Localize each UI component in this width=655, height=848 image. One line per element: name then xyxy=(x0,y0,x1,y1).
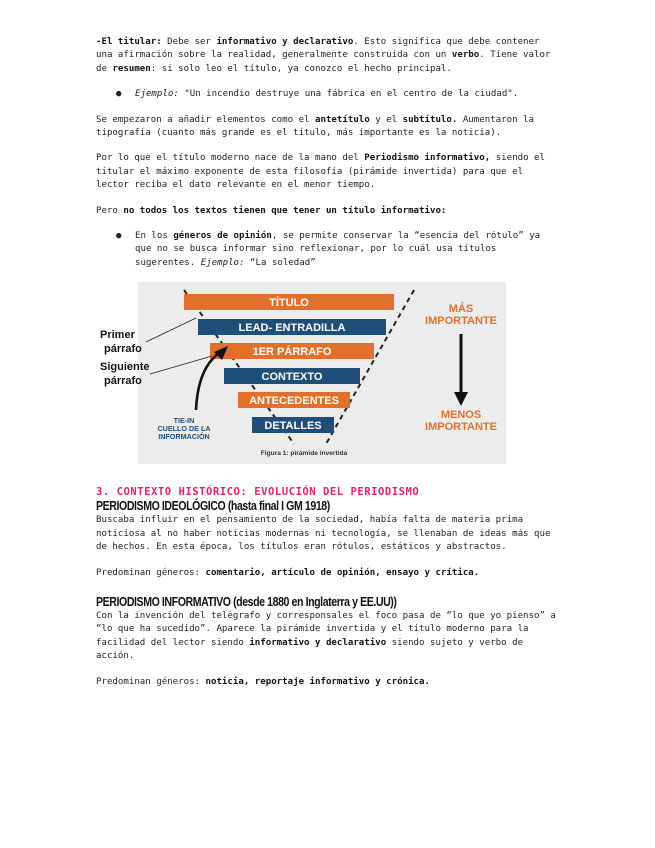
example-list xyxy=(96,88,558,101)
bullet-icon: ● xyxy=(116,231,122,242)
titulo-moderno-paragraph: Por lo que el título moderno nace de la mano del Periodismo informativo, siendo el titular el máximo exponente de esta filosofía (pirámide invertida) para que el lector reciba el dato relevante en el menor tiempo. xyxy=(96,153,545,191)
pyramid-bar-label-3: 1ER PÁRRAFO xyxy=(252,346,332,359)
pyramid-bar-label-5: ANTECEDENTES xyxy=(249,395,339,408)
inverted-pyramid-diagram xyxy=(96,282,506,464)
primer-label-1: Primer xyxy=(100,329,135,342)
ideologico-paragraph: Buscaba influir en el pensamiento de la sociedad, había falta de materia prima noticiosa al no haber noticias modernas ni tecnología, se llenaban de ideas más que de hechos. En esta época, los títulos eran rótulos, estáticos y abstractos. xyxy=(96,515,551,553)
menos-label-2: IMPORTANTE xyxy=(425,421,497,434)
bullet-icon: ● xyxy=(116,89,122,100)
pyramid-bar-label-2: LEAD- ENTRADILLA xyxy=(238,322,346,335)
informativo-generos: Predominan géneros: noticia, reportaje informativo y crónica. xyxy=(96,676,430,687)
opinion-list xyxy=(96,230,558,270)
inverted-pyramid-figure xyxy=(96,282,506,464)
subheading-informativo: PERIODISMO INFORMATIVO (desde 1880 en Inglaterra y EE.UU)) xyxy=(96,594,397,609)
mas-label-2: IMPORTANTE xyxy=(425,315,497,328)
list-item: ● En los géneros de opinión, se permite conservar la “esencia del rótulo” ya que no se busca informar sino reflexionar, por lo cuál usa títulos sugerentes. Ejemplo: “La soledad” xyxy=(116,231,541,268)
figure-caption: Figura 1: pirámide invertida xyxy=(260,450,348,458)
mas-label-1: MÁS xyxy=(448,303,474,316)
tie-in-label-3: INFORMACIÓN xyxy=(158,432,210,442)
subheading-ideologico: PERIODISMO IDEOLÓGICO (hasta final I GM 1918) xyxy=(96,499,330,514)
tie-in-label-2: CUELLO DE LA xyxy=(157,424,211,434)
section-heading: 3. CONTEXTO HISTÓRICO: EVOLUCIÓN DEL PERIODISMO xyxy=(96,486,420,499)
titular-paragraph: -El titular: Debe ser informativo y declarativo. Esto significa que debe contener una afirmación sobre la realidad, generalmente construida con un verbo. Tiene valor de resumen: si solo leo el título, ya conozco el hecho principal. xyxy=(96,37,551,74)
antetitulo-paragraph: Se empezaron a añadir elementos como el antetítulo y el subtítulo. Aumentaron la tipografía (cuanto más grande es el título, más importante es la noticia). xyxy=(96,114,535,139)
pyramid-bar-label-4: CONTEXTO xyxy=(261,371,323,384)
siguiente-label-1: Siguiente xyxy=(100,361,150,374)
primer-label-2: párrafo xyxy=(104,343,142,356)
informativo-paragraph: Con la invención del telégrafo y corresponsales el foco pasa de “lo que yo pienso” a “lo que ha sucedido”. Aparece la pirámide invertida y el título moderno para la facilidad del lector siendo informativo y declarativo siendo sujeto y verbo de acción. xyxy=(96,610,556,662)
tie-in-label-1: TIE-IN xyxy=(173,416,195,426)
menos-label-1: MENOS xyxy=(440,409,482,422)
siguiente-label-2: párrafo xyxy=(104,375,142,388)
no-todos-paragraph: Pero no todos los textos tienen que tener un título informativo: xyxy=(96,205,447,216)
titular-lead: -El titular: xyxy=(96,37,162,47)
pyramid-bar-label-1: TÍTULO xyxy=(269,297,309,310)
ideologico-generos: Predominan géneros: comentario, artículo de opinión, ensayo y crítica. xyxy=(96,567,480,578)
pyramid-bar-label-6: DETALLES xyxy=(264,420,322,433)
list-item: ● Ejemplo: "Un incendio destruye una fábrica en el centro de la ciudad". xyxy=(96,88,558,101)
document-page xyxy=(96,36,558,689)
